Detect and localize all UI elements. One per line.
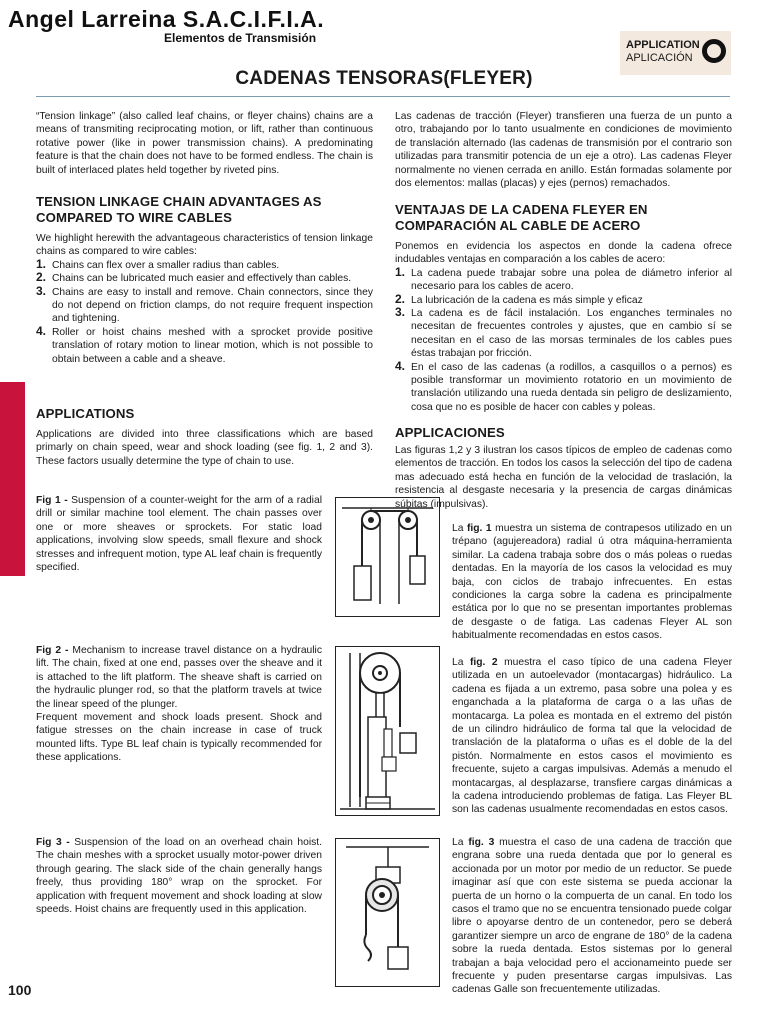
figure-2 xyxy=(335,646,440,816)
title-rule xyxy=(36,96,730,97)
fig2-caption-es: La fig. 2 muestra el caso típico de una cadena Fleyer utilizada en un autoelevador (montacargas) hidráulico. La cadena es fijada a un extremo, pasa sobre una polea y es enganchada a la plataforma de carga o a las uñas de montacarga. La polea es montada en el extremo del pistón de un cilindro hidráulico de forma tal que la velocidad de translación de la plataforma o uñas es el doble de la del pistón. Normalmente en estos casos el movimiento es frecuente, sujeto a cargas impulsivas. Además a menudo el montacargas, al desplazarse, transfiere cargas dinámicas a la cadena introduciendo problemas de fatiga. Las Fleyer BL son las cadenas usualmente recomendadas en estos casos. xyxy=(452,657,732,816)
badge-en: APPLICATION xyxy=(626,39,700,51)
fig3-text-en: Suspension of the load on an overhead chain hoist. The chain meshes with a sprocket usually motor-power driven through gearing. The slack side of the chain generally hangs freely, thus providing 180° wrap on the sprocket. For application with frequent movement and shock loading at slow speeds. Hoist chains are frequently used in this application. xyxy=(36,837,322,916)
fig2-text-en: Mechanism to increase travel distance on a hydraulic lift. The chain, fixed at one end, passes over the sheave and it is attached to the lift platform. The sheave shaft is carried on the hydraulic plunger rod, so that the platform travels at twice the linear speed of the plunger. xyxy=(36,645,322,710)
advantages-intro-en: We highlight herewith the advantageous characteristics of tension linkage chains as compared to wire cables: xyxy=(36,233,373,258)
applications-heading-en: APPLICATIONS xyxy=(36,406,135,421)
application-o-icon xyxy=(702,39,726,63)
brand-block xyxy=(8,6,325,45)
figure-2-drawing xyxy=(336,647,439,815)
fig1-text-en: Suspension of a counter-weight for the arm of a radial drill or similar machine tool element. The chain passes over one or more sheaves or sprockets. For static load applications, involving slow speeds, small flexure and shock stresses and infrequent motion, type AL leaf chain is frequently specified. xyxy=(36,495,322,574)
intro-es xyxy=(395,110,732,190)
advantages-list-en xyxy=(36,256,373,366)
page-number: 100 xyxy=(8,982,32,998)
advantages-heading-es: VENTAJAS DE LA CADENA FLEYER EN COMPARACIÓN AL CABLE DE ACERO xyxy=(395,202,648,233)
fig3-label-en: Fig 3 - xyxy=(36,837,70,848)
advantages-heading-en: TENSION LINKAGE CHAIN ADVANTAGES AS COMPARED TO WIRE CABLES xyxy=(36,194,322,225)
list-item: 3. La cadena es de fácil instalación. Los enganches terminales no necesitan de frecuentes controles y ajustes, que en cambio sí se necesitan en el caso de las morsas terminales de los cables pues éstas trabajan por fricción. xyxy=(395,305,732,360)
brand-subtitle: Elementos de Transmisión xyxy=(164,31,317,45)
intro-en xyxy=(36,110,373,177)
list-item: 4. Roller or hoist chains meshed with a sprocket provide positive translation of rotary motion to linear motion, which is not possible to obtain between a cable and a sheave. xyxy=(36,323,373,365)
side-accent-bar xyxy=(0,382,25,576)
advantages-es xyxy=(395,240,732,414)
fig1-caption-en xyxy=(36,494,322,574)
fig1-label-en: Fig 1 - xyxy=(36,495,68,506)
list-item: 4. En el caso de las cadenas (a rodillos, a casquillos o a pernos) es posible transformar un movimiento rotatorio en un movimiento de translación utilizando una rueda dentada sin peligro de deslizamiento, cosa que no es posible de hacer con cables y poleas. xyxy=(395,358,732,413)
fig3-label-es: fig. 3 xyxy=(468,837,495,848)
applications-heading-es: APPLICACIONES xyxy=(395,425,505,440)
page-title: CADENAS TENSORAS(FLEYER) xyxy=(235,68,533,89)
fig2-text-es: muestra el caso típico de una cadena Fleyer utilizada en un autoelevador (montacargas) hidráulico. La cadena es fijada a un extremo, pasa sobre una polea y es enganchada a la plataforma de carga o a las uñas de montacarga. La polea es montada en el extremo del pistón de un cilindro hidráulico de forma tal que la velocidad de translación de la plataforma o uñas es el doble de la del pistón. Normalmente en estos casos el movimiento es frecuente, sujeto a cargas impulsivas. Además a menudo el montacargas, al desplazarse, transfiere cargas dinámicas a la cadena introduciendo problemas de fatiga. Las Fleyer BL son las cadenas usualmente recomendadas en estos casos. xyxy=(452,657,732,816)
intro-es-text: Las cadenas de tracción (Fleyer) transfieren una fuerza de un punto a otro, trabajando por lo tanto usualmente en condiciones de movimiento de translación alternado (las cadenas de transmisión por el contrario son utilizadas para transmitir potencia de un eje a otro). Las cadenas Fleyer normalmente no vienen cerrada en anillo. Están formadas solamente por dos elementos: mallas (placas) y ejes (pernos) remachados. xyxy=(395,111,732,190)
fig3-caption-en xyxy=(36,836,322,916)
figure-1 xyxy=(335,497,440,617)
fig1-caption-es: La fig. 1 muestra un sistema de contrapesos utilizado en un trépano (agujereadora) radial ú otra máquina-herramienta similar. La cadena trabaja sobre dos o más poleas o ruedas dentadas. En la mayoría de los casos la velocidad es muy baja, con ciclos de trabajo infrecuentes. En estas condiciones la carga sobre la cadena es principalmente estática por lo que no se presentan importantes problemas de desgaste o de fatiga. Las cadenas Fleyer AL son habitualmente recomendadas en estos casos. xyxy=(452,523,732,642)
fig3-text-es: muestra el caso de una cadena de tracción que engrana sobre una rueda dentada que por lo general es accionada por un motor por medio de un reductor. Se puede imaginar así que con este sistema se pueda accionar la puerta de un horno o la compuerta de un canal. En todo los casos el tramo que no se encuentra tensionado puede colgar libre o apoyarse dentro de un contenedor, pero se deberá garantizer siempre un arco de engrane de 180° de la cadena sobre la rueda dentada. Estos sistemas por lo general trabajan a baja velocidad pero el accionameinto puede ser frecuente y puden presentarse cargas impulsivas. Las cadenas Galle son frecuentemente utilizadas. xyxy=(452,837,732,996)
fig2-label-en: Fig 2 - xyxy=(36,645,69,656)
figure-3 xyxy=(335,838,440,987)
figure-1-drawing xyxy=(336,498,439,616)
badge-es: APLICACIÓN xyxy=(626,52,693,64)
applications-text-es: Las figuras 1,2 y 3 ilustran los casos típicos de empleo de cadenas como elementos de tracción. En todos los casos la selección del tipo de cadena mas adecuado está hecha en función de la velocidad de traslación, la resistencia al desgaste necesaria y la presencia de cargas dinámicas súbitas (impulsivas). xyxy=(395,445,732,510)
advantages-en xyxy=(36,232,373,366)
fig1-label-es: fig. 1 xyxy=(466,523,492,534)
fig2-text2-en: Frequent movement and shock loads present. Shock and fatigue stresses on the chain increase in case of truck mounted lifts. Type BL leaf chain is typically recommended for these applications. xyxy=(36,712,322,764)
applications-text-en: Applications are divided into three classifications which are based primarly on chain speed, wear and shock loading (see fig. 1, 2 and 3). These factors usually determine the type of chain to use. xyxy=(36,429,373,467)
fig2-caption-en xyxy=(36,644,322,765)
list-item: 1. Chains can flex over a smaller radius than cables. xyxy=(36,256,280,271)
advantages-list-es xyxy=(395,264,732,414)
list-item: 2. La lubricación de la cadena es más simple y eficaz xyxy=(395,291,643,306)
fig2-label-es: fig. 2 xyxy=(469,657,498,668)
fig1-text-es: muestra un sistema de contrapesos utilizado en un trépano (agujereadora) radial ú otra máquina-herramienta similar. La cadena trabaja sobre dos o más poleas o ruedas dentadas. En la mayoría de los casos la velocidad es muy baja, con ciclos de trabajo infrecuentes. En estas condiciones la carga sobre la cadena es principalmente estática por lo que no se presentan importantes problemas de desgaste o de fatiga. Las cadenas Fleyer AL son habitualmente recomendadas en estos casos. xyxy=(452,523,732,642)
list-item: 1. La cadena puede trabajar sobre una polea de diámetro inferior al necesario para los cables de acero. xyxy=(395,264,732,293)
advantages-intro-es: Ponemos en evidencia los aspectos en donde la cadena ofrece indudables ventajas en comparación a los cables de acero: xyxy=(395,241,732,266)
list-item: 3. Chains are easy to install and remove. Chain connectors, since they do not depend on friction clamps, do not require frequent inspection and tightening. xyxy=(36,283,373,325)
fig3-caption-es: La fig. 3 muestra el caso de una cadena de tracción que engrana sobre una rueda dentada que por lo general es accionada por un motor por medio de un reductor. Se puede imaginar así que con este sistema se pueda accionar la puerta de un horno o la compuerta de un canal. En todo los casos el tramo que no se encuentra tensionado puede colgar libre o apoyarse dentro de un contenedor, pero se deberá garantizer siempre un arco de engrane de 180° de la cadena sobre la rueda dentada. Estos sistemas por lo general trabajan a baja velocidad pero el accionameinto puede ser frecuente y puden presentarse cargas impulsivas. Las cadenas Galle son frecuentemente utilizadas. xyxy=(452,837,732,996)
intro-en-text: “Tension linkage” (also called leaf chains, or fleyer chains) chains are a means of transmiting reciprocating motion, or lift, rather than continuous rotative power (like in power transmission chains). A predominating feature is that the chain does not have to be formed endless. The chain is built of interlaced plates held together by riveted pins. xyxy=(36,111,373,176)
figure-3-drawing xyxy=(336,839,439,986)
brand-name: Angel Larreina S.A.C.I.F.I.A. xyxy=(8,6,325,32)
list-item: 2. Chains can be lubricated much easier and effectively than cables. xyxy=(36,270,352,285)
